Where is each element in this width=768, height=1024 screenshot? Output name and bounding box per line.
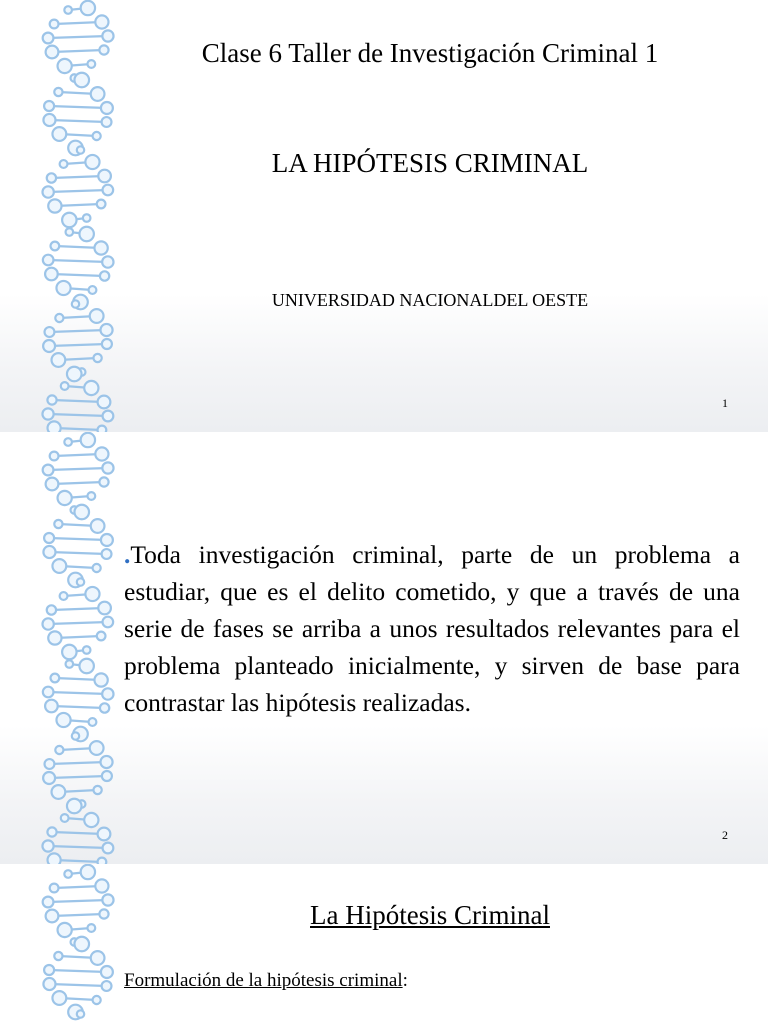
dna-helix-decoration bbox=[30, 432, 130, 864]
subheading-text: Formulación de la hipótesis criminal bbox=[124, 970, 403, 991]
slide-subtitle: LA HIPÓTESIS CRIMINAL bbox=[271, 148, 589, 178]
dna-helix-decoration bbox=[30, 0, 130, 432]
dna-helix-decoration bbox=[30, 864, 130, 1024]
slide-3 bbox=[0, 864, 768, 1024]
slide-body bbox=[124, 536, 740, 721]
body-text: Toda investigación criminal, parte de un problema a estudiar, que es el delito cometido, y que a través de una serie de fases se arriba a unos resultados relevantes para el problema planteado inicialmente, y sirven de base para contrastar las hipótesis realizadas. bbox=[124, 540, 740, 717]
institution-name: UNIVERSIDAD NACIONALDEL OESTE bbox=[271, 290, 589, 310]
slide-title: La Hipótesis Criminal bbox=[310, 900, 550, 930]
page-number: 1 bbox=[722, 396, 728, 410]
slide-2 bbox=[0, 432, 768, 864]
subheading-colon: : bbox=[402, 970, 408, 991]
slide-1 bbox=[0, 0, 768, 432]
slide-subheading bbox=[124, 970, 408, 992]
page-number: 2 bbox=[722, 828, 728, 842]
slide-title: Clase 6 Taller de Investigación Criminal 1 bbox=[201, 38, 659, 68]
bullet-icon: . bbox=[124, 540, 131, 569]
